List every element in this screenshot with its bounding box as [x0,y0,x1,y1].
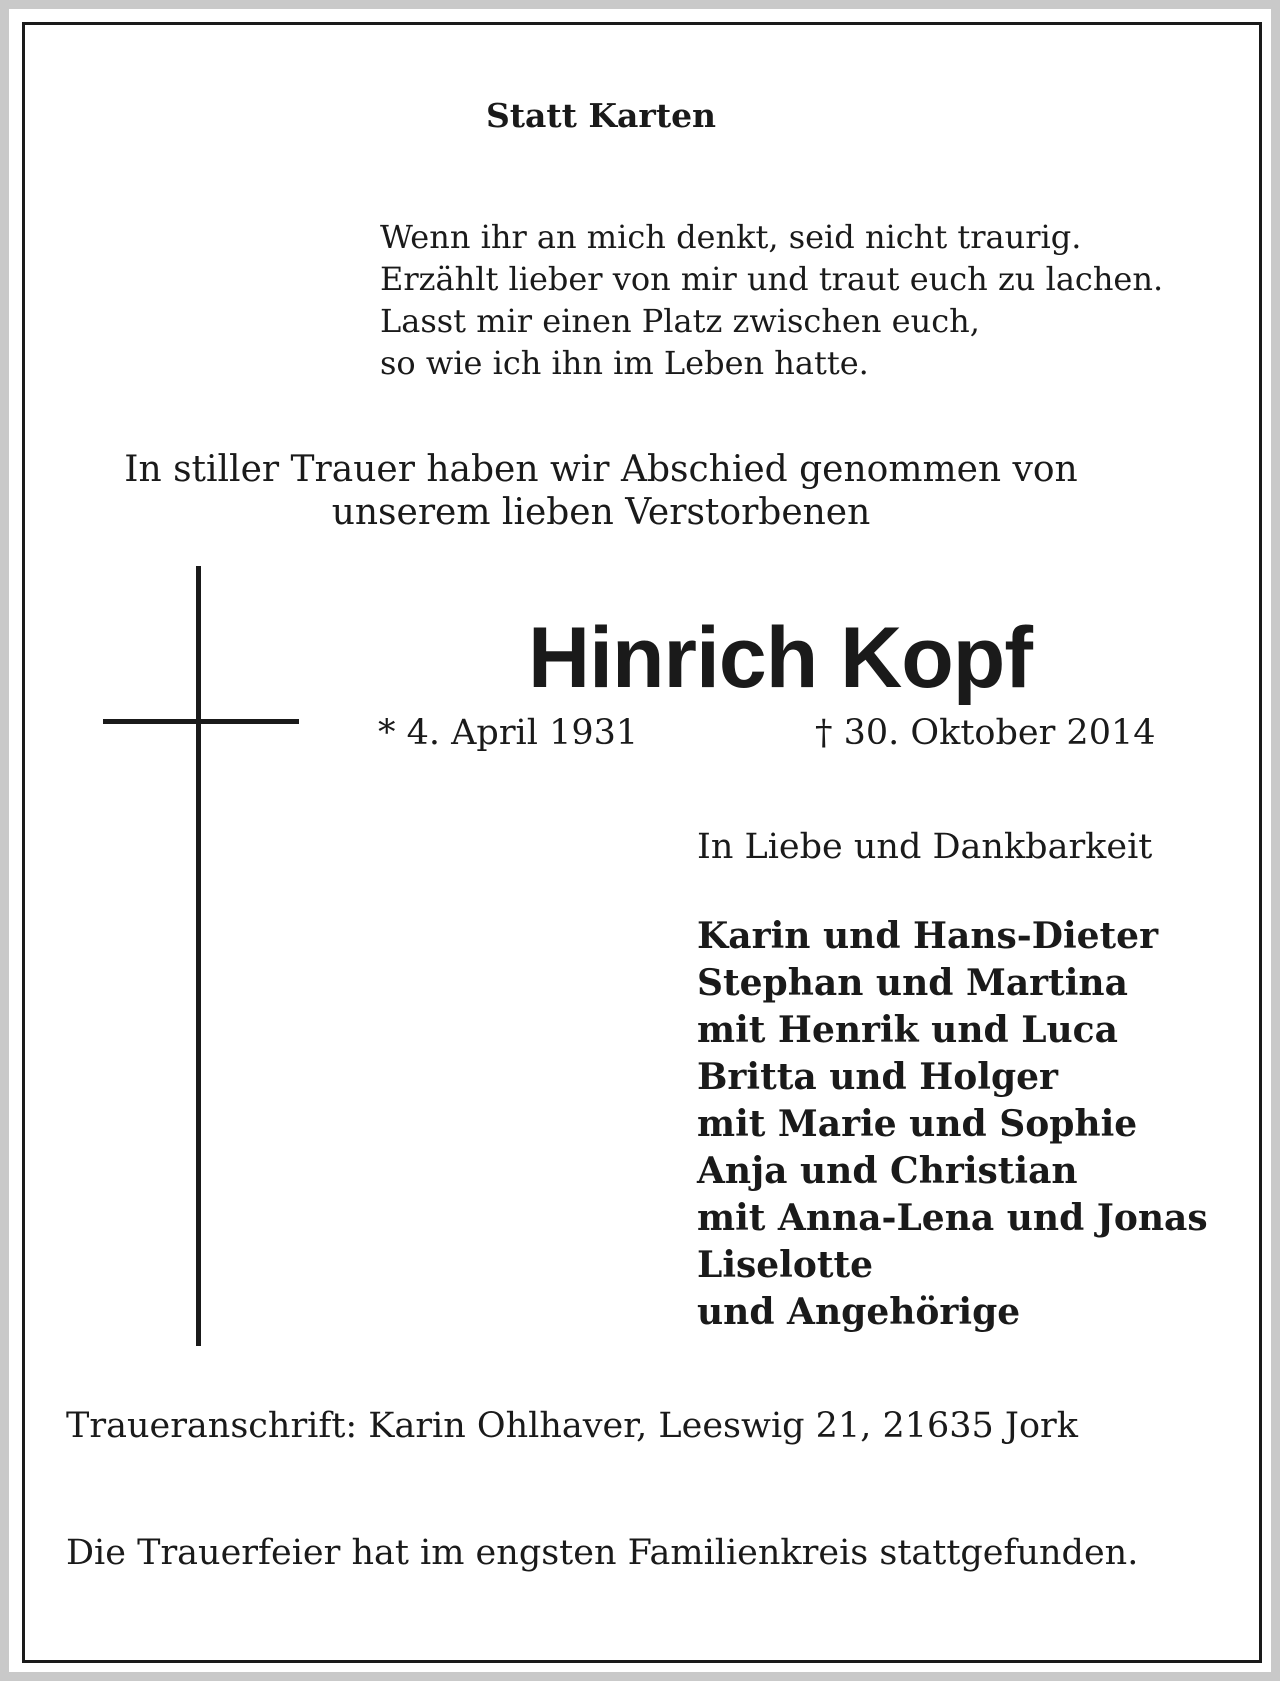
death-date: † 30. Oktober 2014 [815,713,1156,753]
notice-header: Statt Karten [485,96,717,135]
mourner-line: mit Henrik und Luca [697,1009,1118,1051]
mourning-address: Traueranschrift: Karin Ohlhaver, Leeswig 21, 21635 Jork [66,1406,1078,1446]
poem-line: Wenn ihr an mich denkt, seid nicht traurig. [380,218,1082,256]
intro-line: unserem lieben Verstorbenen [331,492,871,533]
poem-line: Lasst mir einen Platz zwischen euch, [380,302,980,340]
poem-line: so wie ich ihn im Leben hatte. [380,344,869,382]
mourner-line: Liselotte [697,1244,874,1286]
closing-line: In Liebe und Dankbarkeit [697,827,1153,867]
mourner-line: Britta und Holger [697,1056,1058,1098]
mourner-line: Stephan und Martina [697,962,1128,1004]
ceremony-note: Die Trauerfeier hat im engsten Familienkreis stattgefunden. [66,1533,1139,1573]
birth-date: * 4. April 1931 [378,713,639,753]
mourner-line: Anja und Christian [697,1150,1078,1192]
mourner-line: mit Marie und Sophie [697,1103,1138,1145]
cross-vertical-bar [196,566,201,1346]
mourning-intro [0,448,1280,534]
mourner-line: mit Anna-Lena und Jonas [697,1197,1208,1239]
mourner-line: Karin und Hans-Dieter [697,915,1159,957]
cross-horizontal-bar [103,719,299,724]
mourner-line: und Angehörige [697,1291,1021,1333]
poem-line: Erzählt lieber von mir und traut euch zu lachen. [380,260,1164,298]
intro-line: In stiller Trauer haben wir Abschied genommen von [124,449,1078,490]
mourners-list [697,913,1208,1336]
deceased-name: Hinrich Kopf [528,610,1032,706]
poem [380,216,1163,384]
